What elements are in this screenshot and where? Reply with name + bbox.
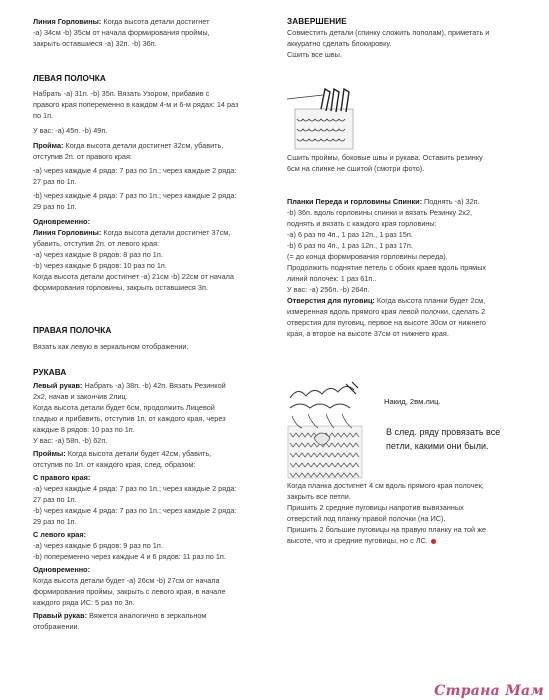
neckline-title: Линия Горловины: xyxy=(33,17,102,26)
sleeve-armhole-text: Когда высота детали будет 42см, убавить, xyxy=(65,449,212,458)
text-line: линий полочек: 1 раз 61п.. xyxy=(287,274,377,283)
finishing-continued xyxy=(287,152,529,174)
text-line: -а) через каждые 4 ряда: 7 раз по 1п.; через каждые 2 ряда: xyxy=(33,484,237,493)
text-line: У вас: -а) 45п. -b) 49п. xyxy=(33,126,108,135)
text-line: высоте, что и средние пуговицы, но с ЛС. xyxy=(287,536,428,545)
diagram-caption-small: Накид, 2вм.лиц. xyxy=(384,397,441,406)
text-line: -b) 6 раз по 4п., 1 раз 12п., 1 раз 17п. xyxy=(287,241,413,250)
text-line: -b) 36п. вдоль горловины спинки и вязать Резинку 2х2, xyxy=(287,208,473,217)
neckline-text: Когда высота детали достигнет xyxy=(101,17,210,26)
text-line: Набрать -а) 31п. -b) 35п. Вязать Узором, прибавив с xyxy=(33,89,210,98)
sleeves-heading: РУКАВА xyxy=(33,368,67,377)
text-line: правого края попеременно в каждом 4-м и 6-м рядах: 14 раз xyxy=(33,100,239,109)
right-front-section xyxy=(33,325,269,352)
text-line: аккуратно сделать блокировку. xyxy=(287,39,392,48)
text-line: Совместить детали (спинку сложить пополам), приметать и xyxy=(287,28,490,37)
text-line: У вас: -а) 256п. -b) 264п. xyxy=(287,285,370,294)
diagram-caption-large: В след. ряду провязать все петли, какими они были. xyxy=(386,427,501,451)
text-line: Сшить проймы, боковые швы и рукава. Оставить резинку xyxy=(287,153,483,162)
neckline-title: Линия Горловины: xyxy=(33,228,102,237)
text-line: -а) через каждые 6 рядов: 9 раз по 1п. xyxy=(33,541,163,550)
text-line: формирования проймы, закрыть с левого края, в начале xyxy=(33,587,226,596)
text-line: Пришить 2 средние пуговицы напротив вывязанных xyxy=(287,503,464,512)
site-watermark: Страна Мам xyxy=(434,683,544,699)
text-line: 6см на спинке не сшитой (смотри фото). xyxy=(287,164,425,173)
text-line: 27 раз по 1п. xyxy=(33,177,77,186)
buttonhole-diagram xyxy=(286,378,366,480)
text-line: закрыть оставшиеся -а) 32п. -b) 36п. xyxy=(33,39,157,48)
text-line: Когда высота детали достигнет -а) 21см -b) 22см от начала xyxy=(33,272,234,281)
text-line: Продолжить поднятие петель с обоих краев вдоль прямых xyxy=(287,263,487,272)
from-right-label: С правого края: xyxy=(33,473,91,482)
text-line: -b) через каждые 4 ряда: 7 раз по 1п.; через каждые 2 ряда: xyxy=(33,506,237,515)
text-line: -а) 34см -b) 35см от начала формирования проймы, xyxy=(33,28,210,37)
text-line: Когда высота детали будет -а) 26см -b) 27см от начала xyxy=(33,576,220,585)
buttonholes-title: Отверстия для пуговиц: xyxy=(287,296,375,305)
text-line: гладью и прибавить, отступив 1п. от каждого края, через xyxy=(33,414,226,423)
end-section xyxy=(287,480,529,546)
text-line: Вязать как левую в зеркальном отображении. xyxy=(33,342,189,351)
text-line: -b) через каждые 4 ряда: 7 раз по 1п.; через каждые 2 ряда: xyxy=(33,191,237,200)
neckline-section-back xyxy=(33,16,269,49)
text-line: -b) через каждые 6 рядов: 10 раз по 1п. xyxy=(33,261,167,270)
armhole-text: Когда высота детали достигнет 32см, убавить, xyxy=(63,141,224,150)
buttonholes-text: Когда высота планки будет 2см, xyxy=(374,296,486,305)
left-sleeve-text: Набрать -а) 38п. -b) 42п. Вязать Резинкой xyxy=(82,381,226,390)
text-line: Сшить все швы. xyxy=(287,50,342,59)
text-line: поднять и вязать с каждого края горловины: xyxy=(287,219,437,228)
text-line: -а) 6 раз по 4п., 1 раз 12п., 1 раз 15п. xyxy=(287,230,413,239)
text-line: закрыть все петли. xyxy=(287,492,351,501)
bands-title: Планки Переда и горловины Спинки: xyxy=(287,197,423,206)
bands-text: Поднять -а) 32п. xyxy=(422,197,480,206)
sleeve-armhole-title: Проймы: xyxy=(33,449,66,458)
text-line: отображении. xyxy=(33,622,80,631)
text-line: -b) попеременно через каждые 4 и 6 рядов: 11 раз по 1п. xyxy=(33,552,226,561)
text-line: отступив 2п. от правого края: xyxy=(33,152,132,161)
text-line: формирования горловины, закрыть оставшиеся 3п. xyxy=(33,283,208,292)
text-line: каждые 8 рядов: 10 раз по 1п. xyxy=(33,425,135,434)
simultaneously-label: Одновременно: xyxy=(33,217,91,226)
text-line: по 1п. xyxy=(33,111,54,120)
right-front-heading: ПРАВАЯ ПОЛОЧКА xyxy=(33,326,112,335)
text-line: измеренная вдоль прямого края левой полочки, сделать 2 xyxy=(287,307,486,316)
right-sleeve-text: Вяжется аналогично в зеркальном xyxy=(87,611,207,620)
left-front-section xyxy=(33,73,269,293)
left-front-heading: ЛЕВАЯ ПОЛОЧКА xyxy=(33,74,106,83)
text-line: 29 раз по 1п. xyxy=(33,517,77,526)
text-line: 27 раз по 1п. xyxy=(33,495,77,504)
text-line: Пришить 2 большие пуговицы на правую планку на той же xyxy=(287,525,487,534)
right-sleeve-title: Правый рукав: xyxy=(33,611,88,620)
simultaneously-label: Одновременно: xyxy=(33,565,91,574)
from-left-label: С левого края: xyxy=(33,530,87,539)
text-line: убавить, отступив 2п. от левого края: xyxy=(33,239,160,248)
text-line: -а) через каждые 8 рядов: 8 раз по 1п. xyxy=(33,250,163,259)
text-line: 2х2, начав и закончив 2лиц. xyxy=(33,392,128,401)
text-line: Когда планка достигнет 4 см вдоль прямого края полочек, xyxy=(287,481,484,490)
armhole-title: Пройма: xyxy=(33,141,64,150)
text-line: 29 раз по 1п. xyxy=(33,202,77,211)
text-line: (= до конца формирования горловины переда). xyxy=(287,252,448,261)
text-line: отверстия для пуговиц, первое на высоте 30см от нижнего xyxy=(287,318,486,327)
sleeves-section xyxy=(33,367,269,632)
text-line: -а) через каждые 4 ряда: 7 раз по 1п.; через каждые 2 ряда: xyxy=(33,166,237,175)
text-line: отступив по 1п. от каждого края, след. образом: xyxy=(33,460,196,469)
text-line: Когда высота детали будет 6см, продолжить Лицевой xyxy=(33,403,215,412)
finishing-heading: ЗАВЕРШЕНИЕ xyxy=(287,17,347,26)
red-dot-icon xyxy=(431,539,436,544)
neckline-text: Когда высота детали достигнет 37см, xyxy=(101,228,231,237)
left-sleeve-title: Левый рукав: xyxy=(33,381,83,390)
text-line: У вас: -а) 58п. -b) 62п. xyxy=(33,436,108,445)
text-line: каждого ряда ИС: 5 раз по 3п. xyxy=(33,598,135,607)
finishing-section xyxy=(287,16,529,60)
text-line: края, а второе на высоте 37см от нижнего края. xyxy=(287,329,449,338)
text-line: отверстий под планку правой полочки (на ИС). xyxy=(287,514,446,523)
bands-section xyxy=(287,196,529,339)
seam-sewing-illustration xyxy=(287,83,362,153)
